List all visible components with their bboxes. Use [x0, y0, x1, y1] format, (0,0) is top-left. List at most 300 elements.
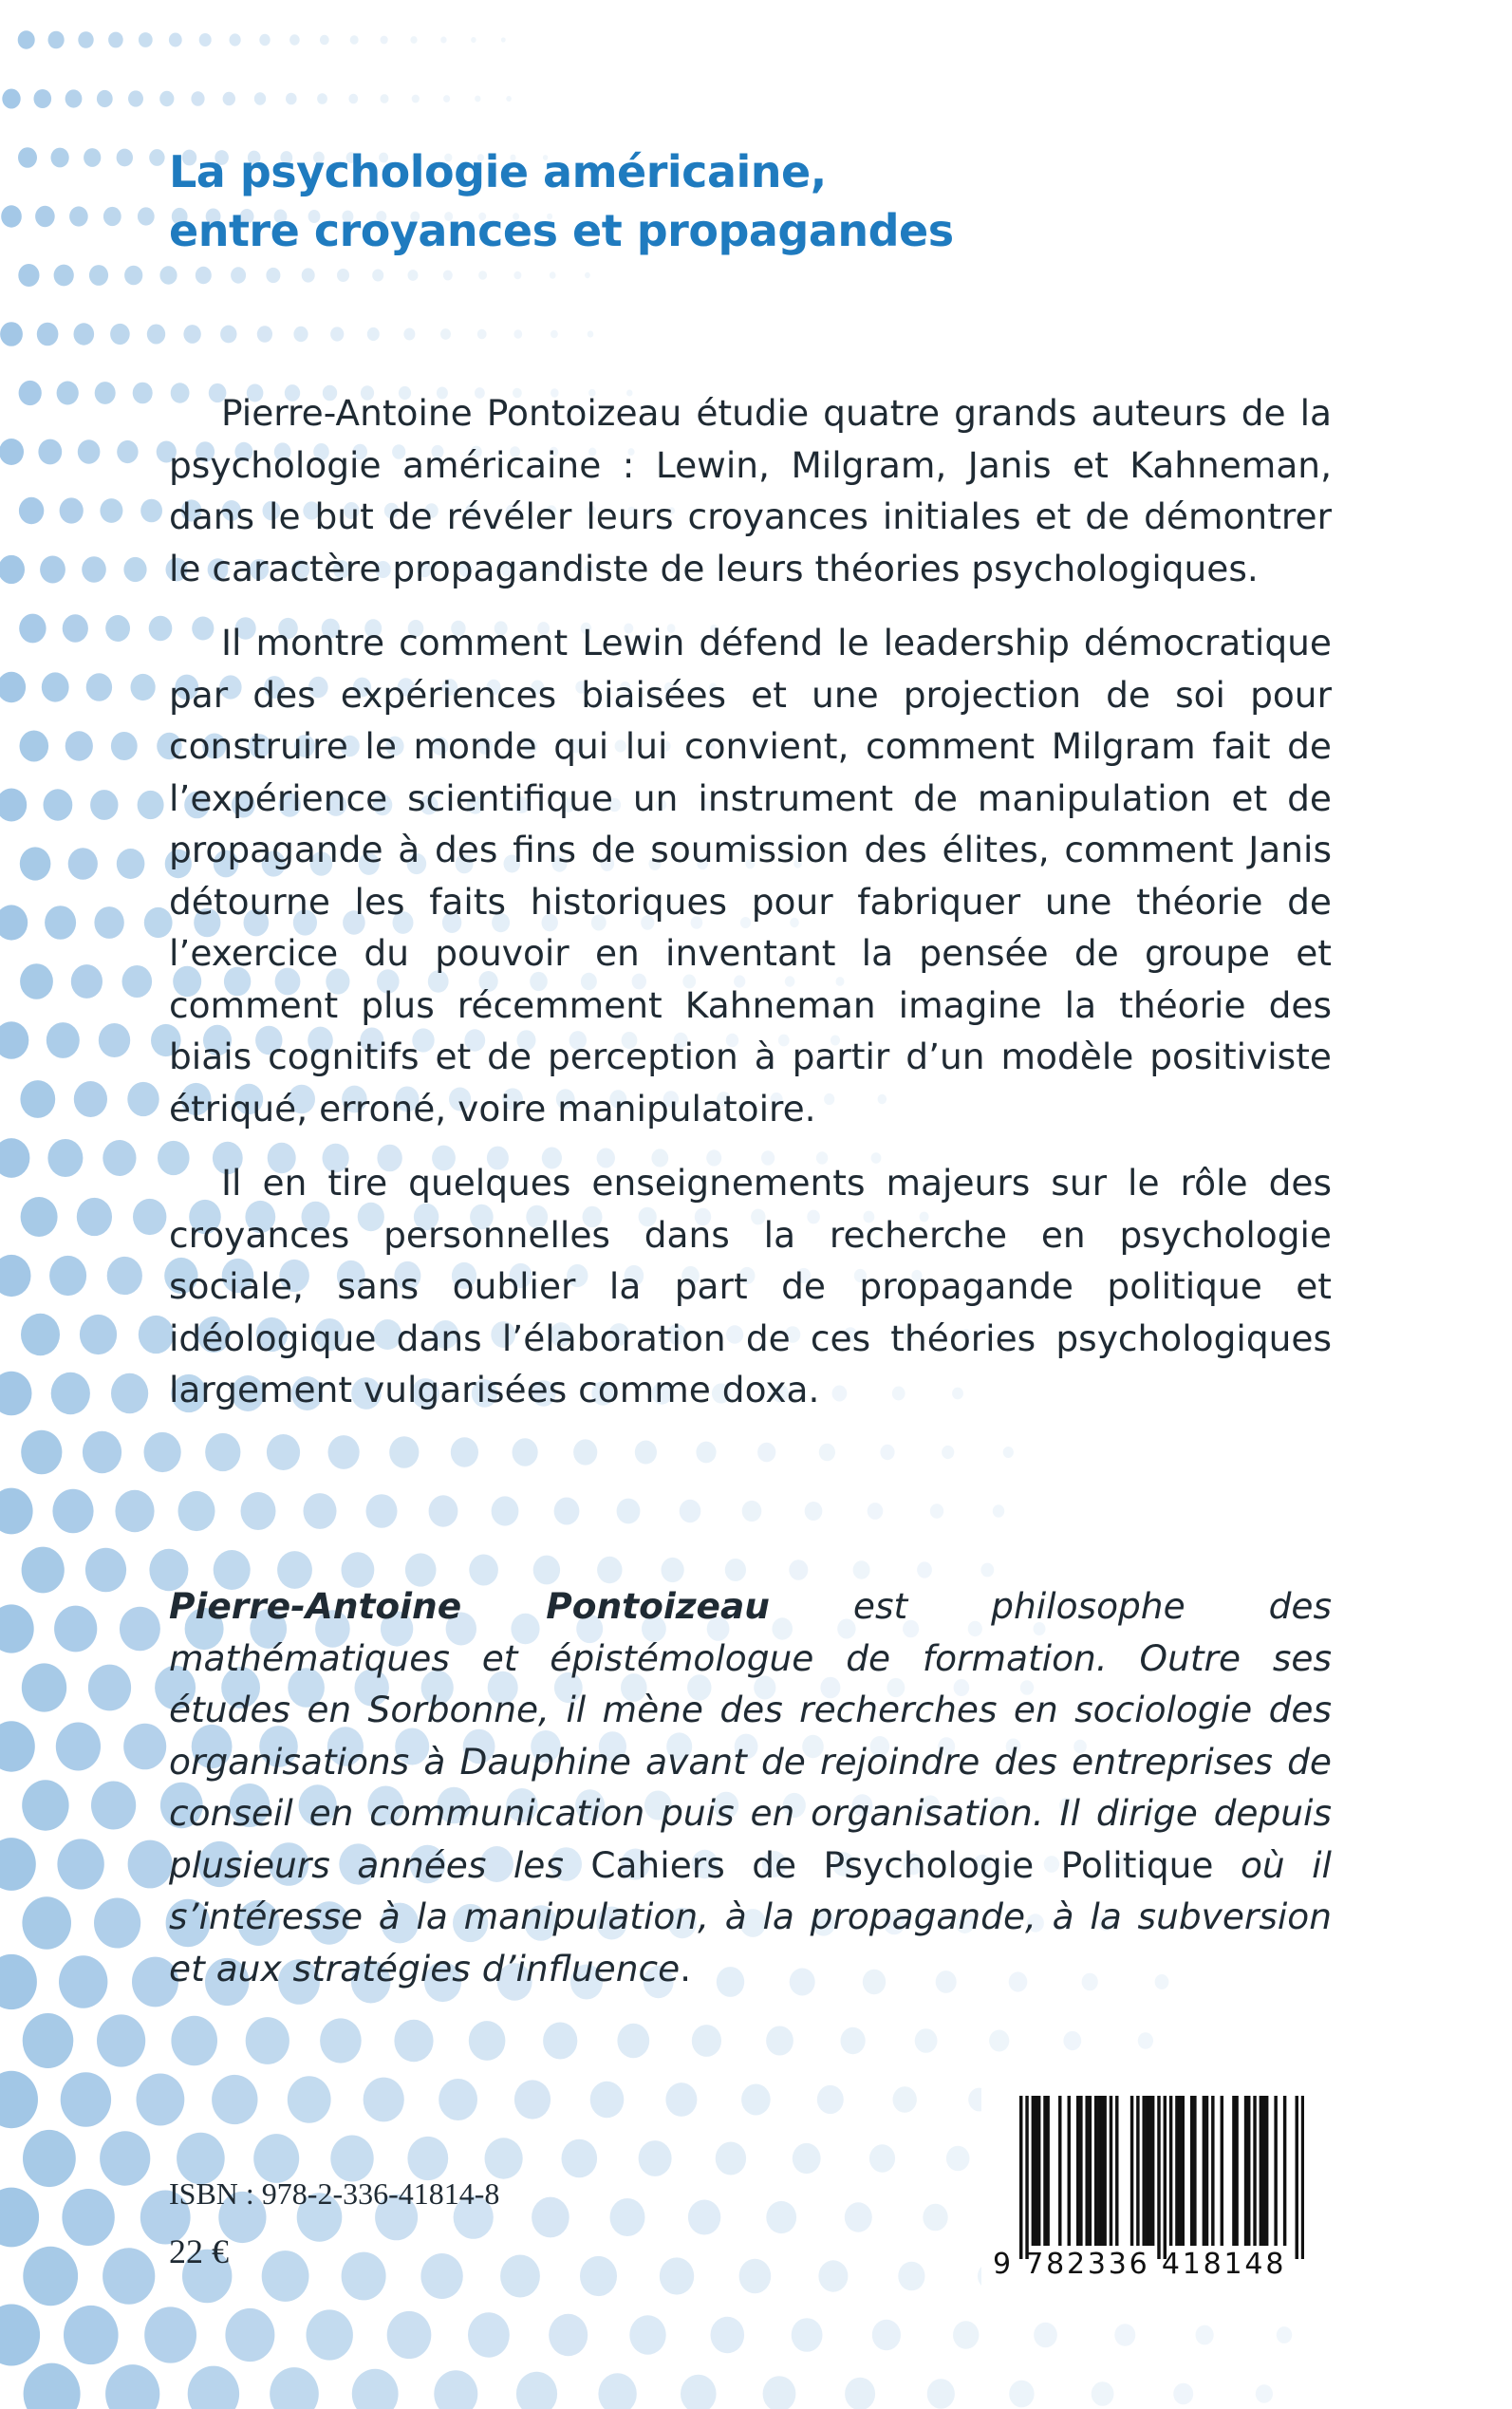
pattern-dot — [469, 2021, 506, 2061]
pattern-dot — [853, 1560, 870, 1578]
pattern-dot — [103, 207, 121, 226]
barcode-bar — [1115, 2096, 1118, 2246]
pattern-dot — [71, 964, 103, 999]
pattern-dot — [259, 34, 270, 46]
pattern-dot — [23, 2013, 74, 2068]
title-line-2: entre croyances et propagandes — [169, 205, 954, 256]
barcode-bar — [1043, 2096, 1046, 2246]
barcode-bar — [1211, 2096, 1214, 2246]
pattern-dot — [1092, 2381, 1114, 2406]
pattern-dot — [513, 329, 522, 339]
pattern-dot — [120, 1607, 160, 1652]
barcode-bar — [1076, 2096, 1079, 2246]
barcode-bar — [1151, 2096, 1154, 2246]
barcode-bar — [1100, 2096, 1103, 2246]
pattern-dot — [246, 2017, 289, 2064]
pattern-dot — [742, 1501, 762, 1522]
barcode-bar — [1037, 2096, 1040, 2246]
pattern-dot — [69, 206, 88, 226]
barcode-bar — [1190, 2096, 1193, 2246]
pattern-dot — [54, 1606, 97, 1653]
pattern-dot — [74, 1081, 107, 1117]
pattern-dot — [394, 2020, 433, 2062]
pattern-dot — [47, 1139, 83, 1177]
pattern-dot — [94, 1898, 140, 1949]
pattern-dot — [138, 207, 155, 225]
pattern-dot — [99, 1023, 130, 1057]
pattern-dot — [492, 1496, 519, 1525]
pattern-dot — [117, 149, 133, 167]
barcode-bar — [1089, 2096, 1092, 2246]
pattern-dot — [178, 1491, 215, 1531]
pattern-dot — [34, 89, 52, 108]
pattern-dot — [946, 2146, 970, 2172]
pattern-dot — [0, 439, 24, 465]
pattern-dot — [0, 1838, 36, 1891]
barcode-bar — [1244, 2096, 1247, 2246]
pattern-dot — [580, 2256, 617, 2296]
pattern-dot — [513, 271, 521, 280]
pattern-dot — [403, 328, 415, 341]
pattern-dot — [692, 2025, 721, 2057]
pattern-dot — [20, 1080, 55, 1118]
barcode-bar — [1110, 2096, 1112, 2246]
pattern-dot — [131, 674, 156, 700]
barcode-bar — [1035, 2096, 1037, 2246]
pattern-dot — [819, 1444, 835, 1462]
pattern-dot — [159, 91, 174, 106]
pattern-dot — [212, 2075, 257, 2124]
barcode-bar — [1148, 2096, 1151, 2246]
pattern-dot — [1138, 2032, 1153, 2049]
pattern-dot — [89, 265, 108, 286]
pattern-dot — [2, 89, 20, 109]
book-title — [169, 142, 1308, 260]
pattern-dot — [44, 789, 73, 820]
pattern-dot — [90, 790, 118, 820]
summary-paragraph-1: Pierre-Antoine Pontoizeau étudie quatre grands auteurs de la psychologie américaine : Lewin, Milgram, Janis et Kahneman, dans le but de révéler leurs croyances initiales et de démontrer le caractère propagandiste de leurs théories psychologiques. — [169, 392, 1332, 589]
pattern-dot — [117, 849, 145, 879]
pattern-dot — [254, 92, 266, 104]
barcode-bar — [1265, 2096, 1268, 2246]
pattern-dot — [183, 325, 200, 344]
pattern-dot — [880, 1445, 894, 1460]
pattern-dot — [550, 271, 556, 278]
pattern-dot — [22, 1780, 68, 1830]
pattern-dot — [95, 382, 116, 404]
pattern-dot — [0, 1138, 29, 1178]
pattern-dot — [191, 91, 204, 105]
pattern-dot — [0, 322, 23, 346]
barcode-bar — [1283, 2096, 1286, 2246]
pattern-dot — [49, 1256, 86, 1296]
barcode-bar — [1232, 2096, 1235, 2246]
pattern-dot — [20, 731, 49, 762]
barcode-bar — [1094, 2096, 1097, 2246]
barcode-bars — [1019, 2096, 1304, 2259]
pattern-dot — [610, 2198, 645, 2236]
pattern-dot — [47, 1022, 80, 1058]
pattern-dot — [0, 555, 25, 584]
pattern-dot — [266, 268, 280, 283]
pattern-dot — [440, 37, 446, 44]
pattern-dot — [230, 33, 241, 46]
pattern-dot — [117, 440, 138, 463]
pattern-dot — [51, 148, 69, 168]
pattern-dot — [923, 2204, 947, 2232]
pattern-dot — [60, 497, 84, 523]
pattern-dot — [711, 2317, 745, 2353]
barcode-bar — [1182, 2096, 1185, 2246]
pattern-dot — [350, 35, 359, 45]
pattern-dot — [97, 2014, 145, 2066]
barcode-bar — [1019, 2096, 1022, 2259]
pattern-dot — [105, 2364, 159, 2409]
pattern-dot — [513, 1438, 538, 1466]
pattern-dot — [543, 2023, 577, 2060]
pattern-dot — [84, 148, 101, 167]
pattern-dot — [21, 1430, 62, 1475]
author-biography — [169, 1580, 1332, 1994]
pattern-dot — [688, 2200, 720, 2235]
pattern-dot — [128, 1840, 173, 1889]
pattern-dot — [407, 2137, 448, 2180]
pattern-dot — [115, 1490, 154, 1532]
barcode-bar — [1301, 2096, 1304, 2259]
pattern-dot — [137, 2074, 185, 2126]
barcode-bar — [1247, 2096, 1250, 2246]
pattern-dot — [993, 1504, 1004, 1517]
pattern-dot — [82, 556, 106, 583]
back-cover-summary — [169, 387, 1332, 1439]
pattern-dot — [231, 267, 246, 283]
bio-text-part-2: où il s’intéresse à la manipulation, à la propagande, à la subversion et aux stratégies d’influence — [169, 1843, 1332, 1989]
pattern-dot — [980, 1563, 994, 1578]
pattern-dot — [590, 2082, 625, 2118]
pattern-dot — [763, 2376, 796, 2409]
pattern-dot — [22, 1896, 71, 1950]
pattern-dot — [196, 267, 212, 284]
pattern-dot — [0, 1372, 32, 1416]
barcode-bar — [1032, 2096, 1035, 2246]
pattern-dot — [429, 1495, 458, 1526]
pattern-dot — [845, 2378, 875, 2409]
pattern-dot — [0, 2188, 39, 2248]
pattern-dot — [387, 2311, 432, 2359]
pattern-dot — [364, 2078, 404, 2122]
pattern-dot — [412, 95, 420, 103]
pattern-dot — [585, 272, 590, 278]
pattern-dot — [739, 2259, 772, 2293]
pattern-dot — [149, 149, 164, 166]
pattern-dot — [725, 1559, 746, 1581]
barcode-bar — [1262, 2096, 1265, 2246]
pattern-dot — [805, 1502, 823, 1521]
pattern-dot — [42, 672, 69, 701]
pattern-dot — [500, 2255, 540, 2298]
barcode-bar — [1046, 2096, 1049, 2246]
pattern-dot — [57, 382, 79, 405]
pattern-dot — [304, 1493, 337, 1529]
pattern-dot — [171, 2016, 217, 2066]
pattern-dot — [443, 271, 453, 281]
price-label: 22 € — [169, 2232, 229, 2270]
pattern-dot — [80, 1315, 117, 1354]
barcode-bar — [1058, 2096, 1061, 2246]
pattern-dot — [927, 2379, 955, 2409]
pattern-dot — [100, 2131, 150, 2185]
pattern-dot — [56, 1723, 101, 1771]
pattern-dot — [18, 30, 35, 48]
pattern-dot — [484, 2138, 522, 2178]
pattern-dot — [562, 2139, 598, 2178]
pattern-dot — [1114, 2324, 1135, 2346]
pattern-dot — [1009, 2381, 1034, 2408]
author-name: Pierre-Antoine Pontoizeau — [169, 1585, 770, 1627]
pattern-dot — [225, 2308, 274, 2362]
barcode-bar — [1203, 2096, 1205, 2246]
pattern-dot — [598, 2373, 636, 2409]
pattern-dot — [223, 92, 235, 105]
pattern-dot — [352, 2369, 399, 2409]
pattern-dot — [122, 965, 153, 998]
pattern-dot — [953, 2321, 979, 2349]
pattern-dot — [434, 2370, 477, 2409]
pattern-dot — [696, 1442, 716, 1464]
pattern-dot — [478, 271, 487, 280]
pattern-dot — [94, 906, 123, 939]
pattern-dot — [872, 2320, 901, 2351]
pattern-dot — [328, 1435, 360, 1469]
pattern-dot — [1034, 2323, 1057, 2348]
barcode-bar — [1025, 2096, 1028, 2259]
pattern-dot — [64, 2306, 119, 2364]
pattern-dot — [88, 1665, 131, 1711]
pattern-dot — [65, 731, 93, 760]
pattern-dot — [841, 2027, 866, 2054]
barcode-digits: 9 782336 418148 — [993, 2248, 1287, 2281]
pattern-dot — [37, 323, 59, 346]
pattern-dot — [45, 906, 76, 940]
pattern-dot — [23, 2247, 78, 2306]
barcode-bar — [1157, 2096, 1160, 2259]
pattern-dot — [793, 2143, 821, 2174]
pattern-dot — [420, 2253, 462, 2299]
barcode-bar — [1193, 2096, 1196, 2246]
barcode-bar — [1130, 2096, 1133, 2246]
pattern-dot — [0, 2305, 40, 2366]
pattern-dot — [468, 2312, 510, 2357]
pattern-dot — [169, 33, 182, 47]
pattern-dot — [1063, 2031, 1081, 2050]
barcode-bar — [1235, 2096, 1238, 2246]
pattern-dot — [741, 2084, 771, 2116]
barcode-bar — [1142, 2096, 1145, 2246]
pattern-dot — [0, 2071, 38, 2128]
pattern-dot — [289, 34, 300, 45]
pattern-dot — [330, 2136, 373, 2182]
pattern-dot — [0, 1721, 35, 1771]
pattern-dot — [716, 2142, 746, 2176]
pattern-dot — [21, 1197, 58, 1237]
barcode-bar — [1175, 2096, 1178, 2246]
pattern-dot — [516, 2372, 557, 2409]
barcode-bar — [1169, 2096, 1172, 2246]
barcode-bar — [1205, 2096, 1208, 2246]
pattern-dot — [989, 2030, 1009, 2052]
pattern-dot — [307, 2309, 353, 2360]
pattern-dot — [205, 1433, 240, 1471]
barcode-bar — [1221, 2096, 1223, 2246]
pattern-dot — [18, 147, 37, 168]
pattern-dot — [288, 2076, 331, 2122]
pattern-dot — [588, 330, 594, 337]
pattern-dot — [477, 329, 487, 340]
pattern-dot — [367, 327, 380, 341]
pattern-dot — [159, 266, 177, 285]
pattern-dot — [1196, 2325, 1214, 2345]
pattern-dot — [942, 1446, 954, 1459]
pattern-dot — [1173, 2383, 1193, 2405]
pattern-dot — [451, 1437, 478, 1466]
pattern-dot — [302, 268, 315, 282]
barcode-bar — [1068, 2096, 1071, 2246]
pattern-dot — [270, 2367, 319, 2409]
title-line-1: La psychologie américaine, — [169, 146, 827, 197]
pattern-dot — [681, 2375, 717, 2409]
pattern-dot — [868, 1503, 884, 1520]
pattern-dot — [22, 1663, 66, 1711]
pattern-dot — [78, 439, 101, 463]
pattern-dot — [635, 1441, 657, 1465]
pattern-dot — [35, 206, 55, 227]
bio-end-period: . — [680, 1947, 692, 1989]
barcode-bar — [1146, 2096, 1148, 2246]
pattern-dot — [0, 905, 28, 940]
pattern-dot — [57, 1839, 103, 1889]
pattern-dot — [293, 327, 308, 342]
pattern-dot — [140, 499, 162, 523]
pattern-dot — [86, 673, 112, 701]
barcode-bar — [1103, 2096, 1106, 2246]
pattern-dot — [52, 1489, 93, 1534]
pattern-dot — [915, 2028, 938, 2053]
pattern-dot — [532, 2197, 569, 2238]
pattern-dot — [21, 1314, 60, 1355]
isbn-label: ISBN : 978-2-336-41814-8 — [169, 2176, 500, 2211]
pattern-dot — [61, 2072, 111, 2127]
pattern-dot — [59, 1955, 107, 2008]
pattern-dot — [471, 37, 476, 43]
pattern-dot — [440, 328, 451, 340]
pattern-dot — [381, 94, 389, 103]
pattern-dot — [869, 2144, 895, 2172]
pattern-dot — [62, 2189, 114, 2246]
pattern-dot — [389, 1436, 419, 1468]
pattern-dot — [286, 93, 297, 105]
pattern-dot — [0, 1488, 33, 1535]
pattern-dot — [551, 330, 558, 338]
pattern-dot — [262, 2250, 309, 2302]
pattern-dot — [475, 96, 480, 103]
pattern-dot — [20, 963, 53, 999]
barcode-bar — [1079, 2096, 1082, 2246]
pattern-dot — [20, 847, 51, 880]
pattern-dot — [766, 2026, 793, 2056]
barcode-bar — [1296, 2096, 1298, 2259]
pattern-dot — [83, 1431, 121, 1473]
pattern-dot — [241, 1492, 276, 1530]
pattern-dot — [65, 89, 83, 107]
pattern-dot — [337, 269, 349, 282]
pattern-dot — [660, 2257, 694, 2294]
pattern-dot — [639, 2140, 672, 2176]
pattern-dot — [97, 90, 113, 107]
pattern-dot — [930, 1503, 943, 1519]
pattern-dot — [757, 1443, 775, 1463]
barcode-bar — [1260, 2096, 1262, 2246]
pattern-dot — [817, 2085, 844, 2114]
pattern-dot — [617, 1499, 641, 1524]
pattern-dot — [410, 36, 417, 44]
pattern-dot — [144, 2306, 196, 2362]
pattern-dot — [792, 2318, 823, 2352]
pattern-dot — [110, 324, 130, 345]
pattern-dot — [128, 90, 143, 106]
isbn-barcode — [981, 2079, 1316, 2292]
pattern-dot — [78, 31, 93, 48]
pattern-dot — [108, 32, 123, 48]
journal-title: Cahiers de Psychologie Politique — [590, 1843, 1214, 1886]
pattern-dot — [133, 383, 153, 404]
pattern-dot — [51, 1373, 90, 1414]
pattern-dot — [91, 1782, 136, 1830]
pattern-dot — [48, 31, 65, 49]
pattern-dot — [617, 2024, 649, 2058]
pattern-dot — [366, 1494, 398, 1528]
pattern-dot — [330, 327, 344, 341]
pattern-dot — [789, 1559, 808, 1580]
pattern-dot — [917, 1561, 932, 1578]
pattern-dot — [124, 266, 142, 286]
pattern-dot — [573, 1439, 597, 1465]
pattern-dot — [1, 205, 22, 227]
pattern-dot — [18, 264, 39, 287]
pattern-dot — [68, 848, 98, 880]
pattern-dot — [103, 2248, 155, 2305]
barcode-bar — [1136, 2096, 1139, 2246]
barcode-bar — [1253, 2096, 1256, 2246]
bio-text-part-1: est philosophe des mathématiques et épistémologue de formation. Outre ses études en Sorbonne, il mène des recherches en sociologie des organisations à Dauphine avant de rejoindre des entreprises de conseil en communication puis en organisation. Il dirige depuis plusieurs années les — [169, 1585, 1333, 1886]
pattern-dot — [0, 789, 27, 822]
pattern-dot — [1256, 2384, 1273, 2403]
pattern-dot — [111, 732, 138, 760]
barcode-bar — [1178, 2096, 1181, 2246]
pattern-dot — [443, 95, 450, 103]
barcode-bar — [1085, 2096, 1088, 2246]
pattern-dot — [22, 1547, 65, 1594]
pattern-dot — [147, 325, 165, 345]
pattern-dot — [372, 270, 383, 282]
summary-paragraph-3: Il en tire quelques enseignements majeurs sur le rôle des croyances personnelles dans la recherche en psychologie sociale, sans oublier la part de propagande politique et idéologique dans l’élaboration de ces théories psychologiques largement vulgarisées comme doxa. — [169, 1162, 1332, 1410]
pattern-dot — [766, 2201, 796, 2233]
pattern-dot — [123, 557, 146, 582]
pattern-dot — [105, 615, 130, 642]
pattern-dot — [320, 35, 329, 46]
pattern-dot — [139, 32, 153, 47]
pattern-dot — [0, 672, 26, 703]
pattern-dot — [629, 2315, 665, 2354]
